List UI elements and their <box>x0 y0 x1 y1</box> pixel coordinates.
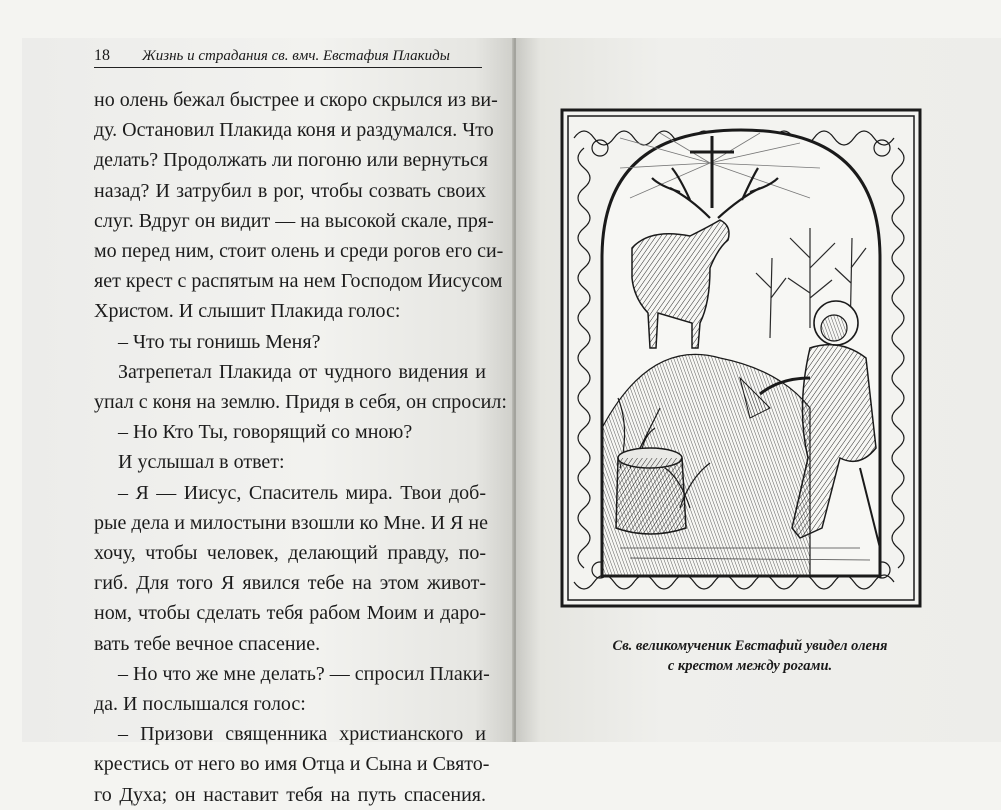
text-line: да. И послышался голос: <box>94 693 306 716</box>
text-line: – Что ты гонишь Меня? <box>118 330 321 353</box>
text-line: – Но Кто Ты, говорящий со мною? <box>118 421 413 444</box>
text-line: назад? И затрубил в рог, чтобы созвать своих <box>94 179 486 202</box>
page-number: 18 <box>94 47 110 64</box>
text-line: крестись от него во имя Отца и Сына и Свято- <box>94 753 490 776</box>
text-line: гиб. Для того Я явился тебе на этом живот- <box>94 572 486 595</box>
text-line: ном, чтобы сделать тебя рабом Моим и даро- <box>94 602 486 625</box>
text-line: Затрепетал Плакида от чудного видения и <box>118 360 486 383</box>
caption-line-1: Св. великомученик Евстафий увидел оленя <box>612 638 888 654</box>
caption-line-2: с крестом между рогами. <box>667 658 833 674</box>
text-line: го Духа; он наставит тебя на путь спасения. <box>94 783 486 806</box>
text-line: делать? Продолжать ли погоню или вернуться <box>94 149 488 172</box>
text-line: рые дела и милостыни взошли ко Мне. И Я не <box>94 511 488 534</box>
running-head-title: Жизнь и страдания св. вмч. Евстафия Плакиды <box>142 48 450 64</box>
text-line: – Но что же мне делать? — спросил Плаки- <box>118 662 490 685</box>
tree-stump <box>616 448 686 534</box>
text-line: слуг. Вдруг он видит — на высокой скале, пря- <box>94 209 494 232</box>
text-line: яет крест с распятым на нем Господом Иисусом <box>94 270 503 293</box>
text-line: И услышал в ответ: <box>118 451 285 474</box>
body-text <box>94 85 507 810</box>
text-line: – Я — Иисус, Спаситель мира. Твои доб- <box>118 481 486 504</box>
running-head <box>94 47 482 68</box>
text-line: мо перед ним, стоит олень и среди рогов его си- <box>94 240 504 263</box>
text-line: но олень бежал быстрее и скоро скрылся из ви- <box>94 89 498 111</box>
text-line: Христом. И слышит Плакида голос: <box>94 300 401 323</box>
engraving-illustration <box>560 108 922 608</box>
illustration-caption <box>600 636 900 676</box>
text-line: хочу, чтобы человек, делающий правду, по- <box>94 542 486 565</box>
text-line: вать тебе вечное спасение. <box>94 632 321 655</box>
text-line: упал с коня на землю. Придя в себя, он спросил: <box>94 391 507 414</box>
text-line: – Призови священника христианского и <box>118 723 486 746</box>
text-line: ду. Остановил Плакида коня и раздумался. Что <box>94 119 494 142</box>
